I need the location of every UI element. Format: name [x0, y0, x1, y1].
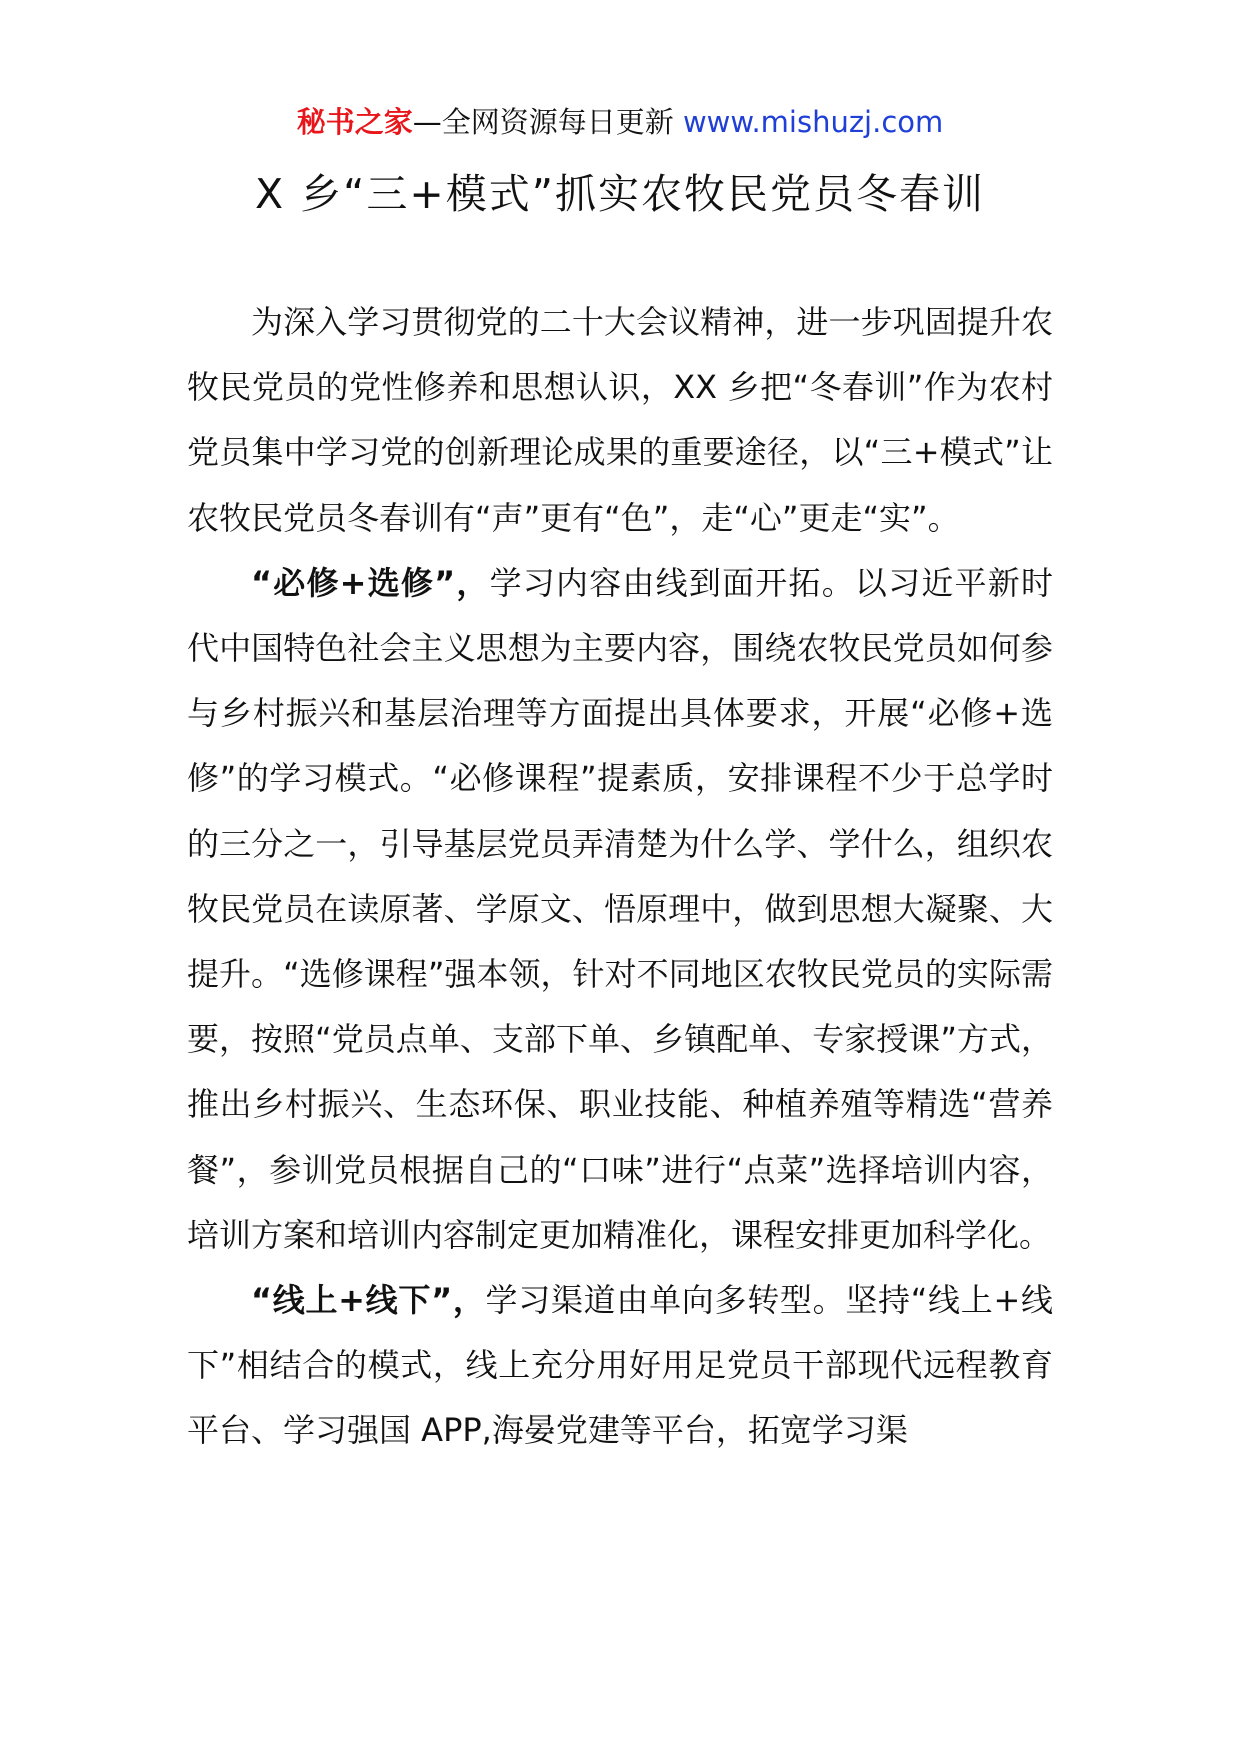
document-body: [187, 290, 1053, 1464]
paragraph-lead: “必修+选修”，: [251, 563, 490, 602]
brand-name: 秘书之家: [296, 105, 413, 139]
document-title: X 乡“三+模式”抓实农牧民党员冬春训: [255, 170, 985, 218]
paragraph-online-offline: [187, 1268, 1053, 1464]
paragraph-text: 学习内容由线到面开拓。以习近平新时代中国特色社会主义思想为主要内容，围绕农牧民党员如何参与乡村振兴和基层治理等方面提出具体要求，开展“必修+选修”的学习模式。“必修课程”提素质，安排课程不少于总学时的三分之一，引导基层党员弄清楚为什么学、学什么，组织农牧民党员在读原著、学原文、悟原理中，做到思想大凝聚、大提升。“选修课程”强本领，针对不同地区农牧民党员的实际需要，按照“党员点单、支部下单、乡镇配单、专家授课”方式，推出乡村振兴、生态环保、职业技能、种植养殖等精选“营养餐”，参训党员根据自己的“口味”进行“点菜”选择培训内容，培训方案和培训内容制定更加精准化，课程安排更加科学化。: [187, 563, 1053, 1254]
paragraph-text: 为深入学习贯彻党的二十大会议精神，进一步巩固提升农牧民党员的党性修养和思想认识，XX 乡把“冬春训”作为农村党员集中学习党的创新理论成果的重要途径，以“三+模式”让农牧民党员冬春训有“声”更有“色”，走“心”更走“实”。: [187, 303, 1053, 537]
paragraph-required-elective: [187, 551, 1053, 1268]
paragraph-text: 学习渠道由单向多转型。坚持“线上+线下”相结合的模式，线上充分用好用足党员干部现代远程教育平台、学习强国 APP,海晏党建等平台，拓宽学习渠: [187, 1281, 1053, 1450]
header-tagline: —全网资源每日更新: [412, 105, 674, 139]
paragraph-intro: [187, 290, 1053, 551]
site-header: [0, 98, 1240, 146]
paragraph-lead: “线上+线下”，: [251, 1281, 486, 1320]
site-url-link[interactable]: www.mishuzj.com: [682, 105, 944, 139]
